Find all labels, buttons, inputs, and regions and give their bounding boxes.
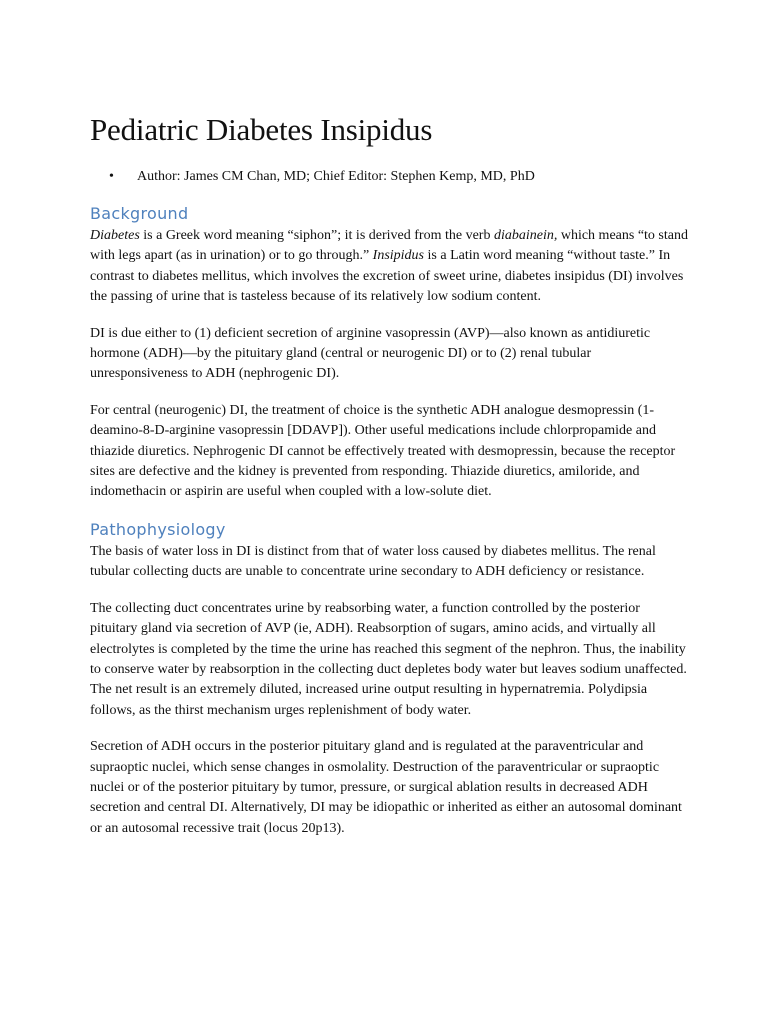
page-title: Pediatric Diabetes Insipidus [90, 112, 433, 147]
pathophysiology-paragraph-2: The collecting duct concentrates urine by reabsorbing water, a function controlled by the posterior pituitary gland via secretion of AVP (ie, ADH). Reabsorption of sugars, amino acids, and virtually all electrolytes is completed by the time the urine has reached this segment of the nephron. Thus, the inability to conserve water by reabsorption in the collecting duct depletes body water but leaves sodium unaffected. The net result is an extremely diluted, increased urine output resulting in hypernatremia. Polydipsia follows, as the thirst mechanism urges replenishment of body water. [90, 600, 687, 718]
background-paragraph-2: DI is due either to (1) deficient secretion of arginine vasopressin (AVP)—also known as antidiuretic hormone (ADH)—by the pituitary gland (central or neurogenic DI) or to (2) renal tubular unresponsiveness to ADH (nephrogenic DI). [90, 325, 651, 382]
pathophysiology-paragraph-1: The basis of water loss in DI is distinct from that of water loss caused by diabetes mellitus. The renal tubular collecting ducts are unable to concentrate urine secondary to ADH deficiency or resistance. [90, 543, 656, 580]
pathophysiology-paragraph-3: Secretion of ADH occurs in the posterior pituitary gland and is regulated at the paraventricular and supraoptic nuclei, which sense changes in osmolality. Destruction of the paraventricular or supraoptic nuclei or of the posterior pituitary by tumor, pressure, or surgical ablation results in decreased ADH secretion and central DI. Alternatively, DI may be idiopathic or inherited as either an autosomal dominant or an autosomal recessive trait (locus 20p13). [90, 739, 682, 836]
term-diabetes: Diabetes [90, 228, 140, 243]
bullet-icon: • [109, 169, 114, 184]
author-list [90, 166, 690, 188]
background-heading: Background [90, 204, 189, 223]
background-paragraph-1: Diabetes is a Greek word meaning “siphon”; it is derived from the verb diabainein, which means “to stand with legs apart (as in urination) or to go through.” Insipidus is a Latin word meaning “without taste.” In contrast to diabetes mellitus, which involves the excretion of sweet urine, diabetes insipidus (DI) involves the passing of urine that is tasteless because of its relatively low sodium content. [90, 228, 688, 305]
term-diabainein: diabainein, [493, 228, 558, 243]
author-text: Author: James CM Chan, MD; Chief Editor: Stephen Kemp, MD, PhD [137, 169, 535, 184]
background-paragraph-3: For central (neurogenic) DI, the treatment of choice is the synthetic ADH analogue desmopressin (1-deamino-8-D-arginine vasopressin [DDAVP]). Other useful medications include chlorpropamide and thiazide diuretics. Nephrogenic DI cannot be effectively treated with desmopressin, because the receptor sites are defective and the kidney is prevented from responding. Thiazide diuretics, amiloride, and indomethacin or aspirin are useful when coupled with a low-solute diet. [90, 402, 676, 500]
pathophysiology-heading: Pathophysiology [90, 519, 226, 539]
document-body [90, 108, 690, 839]
author-line [109, 166, 690, 188]
term-insipidus: Insipidus [372, 248, 425, 264]
